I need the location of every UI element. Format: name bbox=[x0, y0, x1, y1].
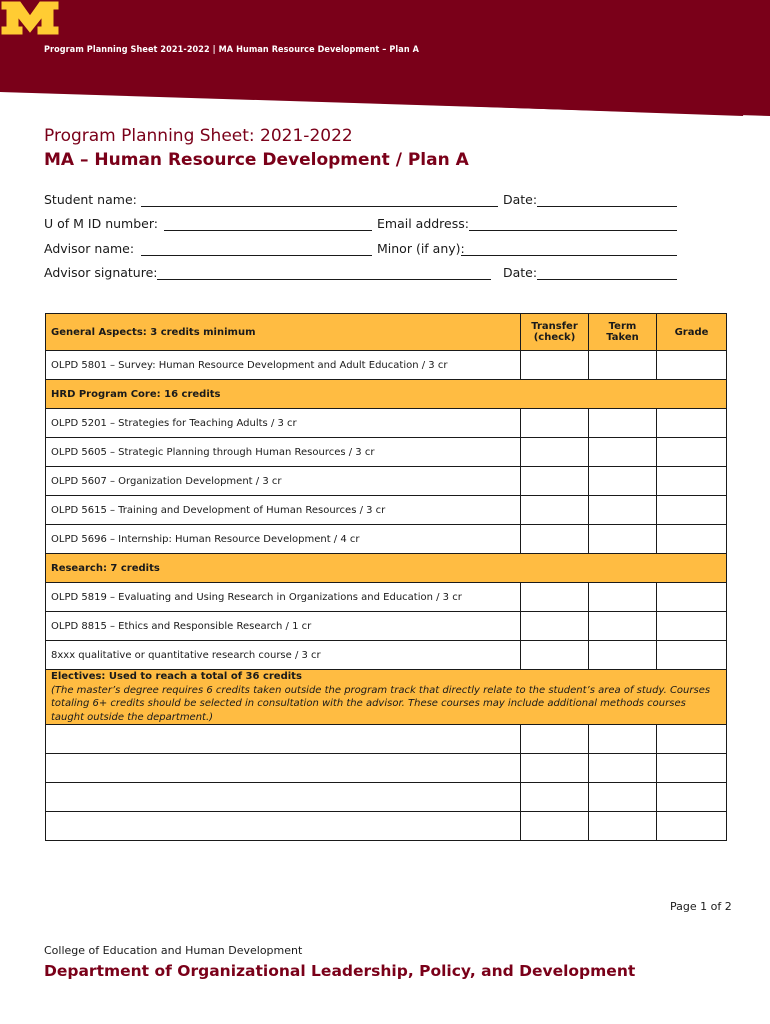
banner-title: Program Planning Sheet 2021-2022 | MA Human Resource Development – Plan A bbox=[44, 45, 419, 55]
grade-cell[interactable] bbox=[657, 438, 727, 467]
transfer-cell[interactable] bbox=[521, 438, 589, 467]
electives-section-row bbox=[46, 670, 727, 725]
transfer-cell[interactable] bbox=[521, 409, 589, 438]
term-cell[interactable] bbox=[589, 467, 657, 496]
term-cell[interactable] bbox=[589, 754, 657, 783]
course-olpd-5201: OLPD 5201 – Strategies for Teaching Adults / 3 cr bbox=[46, 409, 521, 438]
term-cell[interactable] bbox=[589, 641, 657, 670]
course-olpd-5607: OLPD 5607 – Organization Development / 3 cr bbox=[46, 467, 521, 496]
transfer-column-header: Transfer (check) bbox=[521, 314, 589, 351]
student-name-label: Student name: bbox=[44, 192, 137, 207]
advisor-name-label: Advisor name: bbox=[44, 241, 135, 256]
date-label: Date: bbox=[503, 192, 538, 207]
course-olpd-5696: OLPD 5696 – Internship: Human Resource Development / 4 cr bbox=[46, 525, 521, 554]
page-subtitle: MA – Human Resource Development / Plan A bbox=[44, 150, 469, 170]
table-row bbox=[46, 641, 727, 670]
transfer-cell[interactable] bbox=[521, 725, 589, 754]
course-olpd-5615: OLPD 5615 – Training and Development of Human Resources / 3 cr bbox=[46, 496, 521, 525]
electives-note: (The master’s degree requires 6 credits taken outside the program track that directly relate to the student’s area of study. Courses totaling 6+ credits should be selected in consultation with the advisor. These courses may include additional methods courses taught outside the department.) bbox=[51, 684, 711, 723]
advisor-signature-field[interactable] bbox=[157, 279, 491, 280]
course-olpd-5801: OLPD 5801 – Survey: Human Resource Development and Adult Education / 3 cr bbox=[46, 351, 521, 380]
course-olpd-5819: OLPD 5819 – Evaluating and Using Research in Organizations and Education / 3 cr bbox=[46, 583, 521, 612]
advisor-name-field[interactable] bbox=[141, 255, 372, 256]
college-name: College of Education and Human Development bbox=[44, 944, 303, 957]
transfer-cell[interactable] bbox=[521, 467, 589, 496]
grade-cell[interactable] bbox=[657, 583, 727, 612]
research-heading: Research: 7 credits bbox=[46, 554, 727, 583]
grade-cell[interactable] bbox=[657, 754, 727, 783]
grade-cell[interactable] bbox=[657, 783, 727, 812]
student-name-field[interactable] bbox=[141, 206, 498, 207]
electives-cell bbox=[46, 670, 727, 725]
date-field[interactable] bbox=[537, 206, 677, 207]
grade-cell[interactable] bbox=[657, 351, 727, 380]
term-cell[interactable] bbox=[589, 525, 657, 554]
table-row bbox=[46, 583, 727, 612]
transfer-cell[interactable] bbox=[521, 583, 589, 612]
table-header-row bbox=[46, 314, 727, 351]
email-field[interactable] bbox=[469, 230, 677, 231]
grade-cell[interactable] bbox=[657, 641, 727, 670]
grade-cell[interactable] bbox=[657, 812, 727, 841]
header-banner bbox=[0, 0, 770, 120]
elective-course-cell[interactable] bbox=[46, 783, 521, 812]
grade-cell[interactable] bbox=[657, 496, 727, 525]
transfer-cell[interactable] bbox=[521, 351, 589, 380]
term-cell[interactable] bbox=[589, 783, 657, 812]
term-cell[interactable] bbox=[589, 583, 657, 612]
signature-date-field[interactable] bbox=[537, 279, 677, 280]
table-row bbox=[46, 409, 727, 438]
hrd-core-heading: HRD Program Core: 16 credits bbox=[46, 380, 727, 409]
umn-id-field[interactable] bbox=[164, 230, 372, 231]
grade-cell[interactable] bbox=[657, 612, 727, 641]
table-row bbox=[46, 525, 727, 554]
elective-row bbox=[46, 725, 727, 754]
course-olpd-8815: OLPD 8815 – Ethics and Responsible Research / 1 cr bbox=[46, 612, 521, 641]
grade-cell[interactable] bbox=[657, 725, 727, 754]
grade-cell[interactable] bbox=[657, 525, 727, 554]
term-cell[interactable] bbox=[589, 612, 657, 641]
minor-label: Minor (if any): bbox=[377, 241, 465, 256]
general-aspects-heading: General Aspects: 3 credits minimum bbox=[46, 314, 521, 351]
term-cell[interactable] bbox=[589, 725, 657, 754]
transfer-cell[interactable] bbox=[521, 496, 589, 525]
term-cell[interactable] bbox=[589, 496, 657, 525]
transfer-cell[interactable] bbox=[521, 783, 589, 812]
table-row bbox=[46, 612, 727, 641]
elective-course-cell[interactable] bbox=[46, 812, 521, 841]
electives-heading: Electives: Used to reach a total of 36 credits bbox=[51, 671, 302, 682]
transfer-cell[interactable] bbox=[521, 641, 589, 670]
advisor-signature-label: Advisor signature: bbox=[44, 265, 158, 280]
elective-row bbox=[46, 754, 727, 783]
university-m-logo-icon bbox=[0, 0, 60, 36]
elective-row bbox=[46, 783, 727, 812]
minor-field[interactable] bbox=[461, 255, 677, 256]
term-cell[interactable] bbox=[589, 812, 657, 841]
page-number: Page 1 of 2 bbox=[670, 900, 732, 913]
signature-date-label: Date: bbox=[503, 265, 538, 280]
term-cell[interactable] bbox=[589, 438, 657, 467]
umn-id-label: U of M ID number: bbox=[44, 216, 158, 231]
elective-course-cell[interactable] bbox=[46, 725, 521, 754]
table-row bbox=[46, 438, 727, 467]
page-title: Program Planning Sheet: 2021-2022 bbox=[44, 126, 353, 146]
grade-cell[interactable] bbox=[657, 467, 727, 496]
section-row bbox=[46, 380, 727, 409]
term-column-header: Term Taken bbox=[589, 314, 657, 351]
table-row bbox=[46, 351, 727, 380]
transfer-cell[interactable] bbox=[521, 754, 589, 783]
term-cell[interactable] bbox=[589, 409, 657, 438]
table-row bbox=[46, 496, 727, 525]
elective-row bbox=[46, 812, 727, 841]
course-olpd-5605: OLPD 5605 – Strategic Planning through Human Resources / 3 cr bbox=[46, 438, 521, 467]
grade-column-header: Grade bbox=[657, 314, 727, 351]
email-label: Email address: bbox=[377, 216, 469, 231]
course-plan-table bbox=[45, 313, 727, 841]
table-row bbox=[46, 467, 727, 496]
section-row bbox=[46, 554, 727, 583]
transfer-cell[interactable] bbox=[521, 525, 589, 554]
elective-course-cell[interactable] bbox=[46, 754, 521, 783]
course-8xxx-research: 8xxx qualitative or quantitative research course / 3 cr bbox=[46, 641, 521, 670]
term-cell[interactable] bbox=[589, 351, 657, 380]
transfer-cell[interactable] bbox=[521, 612, 589, 641]
banner-shape bbox=[0, 0, 770, 120]
grade-cell[interactable] bbox=[657, 409, 727, 438]
department-name: Department of Organizational Leadership, Policy, and Development bbox=[44, 962, 636, 980]
transfer-cell[interactable] bbox=[521, 812, 589, 841]
